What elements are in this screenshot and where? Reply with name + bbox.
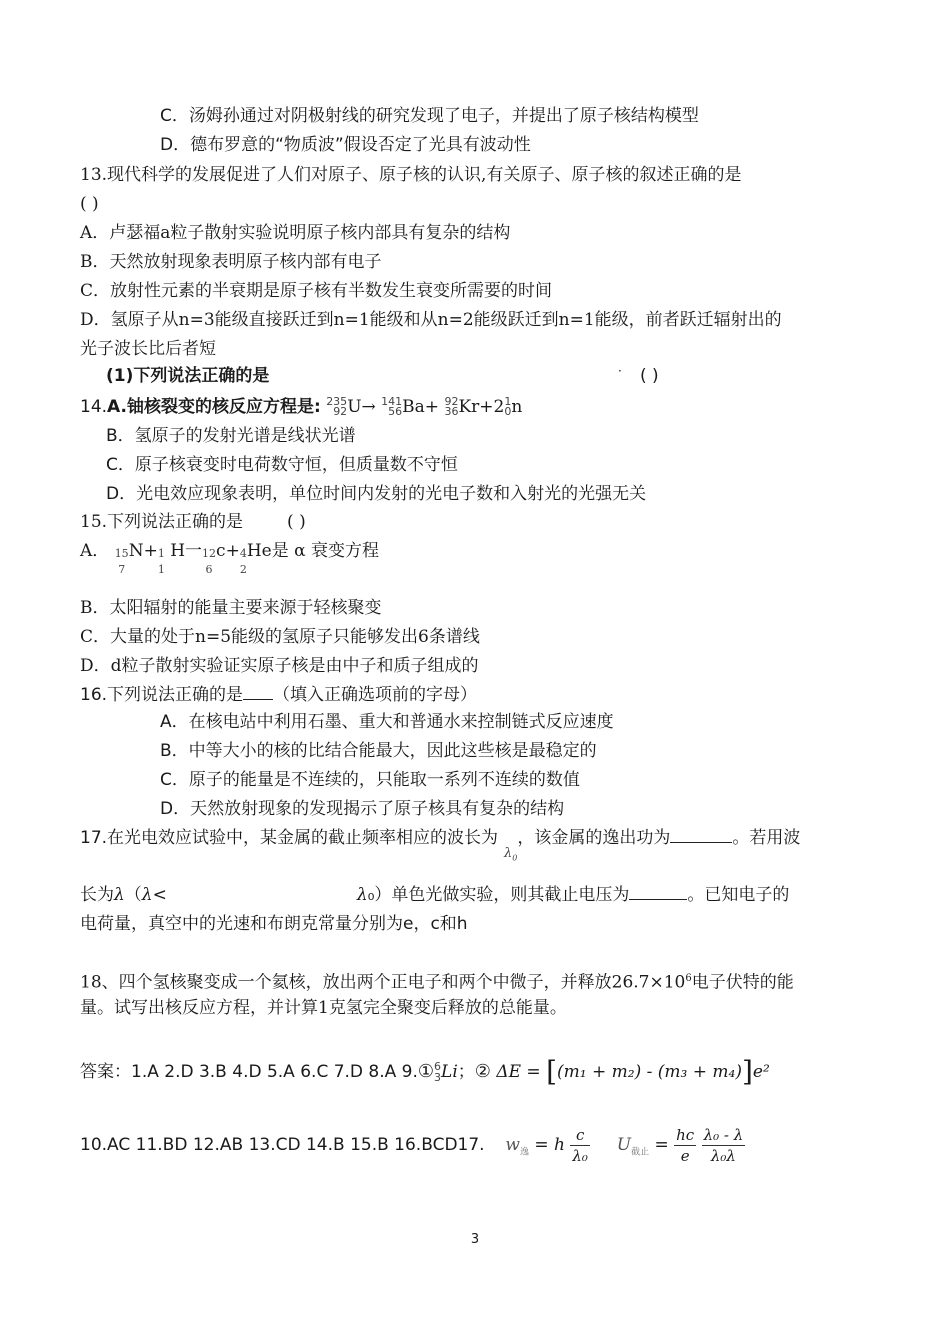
c-over-lambda0: $\frac{c}{\text{λ₀}}$ xyxy=(572,1125,588,1165)
answer-line-2: 10.AC 11.BD 12.AB 13.CD 14.B 15.B 16.BCD17. $w_逸 = h$ $\frac{c}{\text{λ₀}}$ $U_{截止}$ = $\frac{hc}{e}$ $\frac{\text{λ₀ - λ}}{\text{λ₀λ}}$ xyxy=(80,1125,744,1165)
page-number: 3 xyxy=(470,1232,480,1247)
lithium-symbol: Li xyxy=(441,1062,458,1082)
answer-sequence-2: 10.AC 11.BD 12.AB 13.CD 14.B 15.B 16.BCD17. xyxy=(80,1135,485,1155)
krypton-isotope-numbers: 92 36 xyxy=(444,395,459,418)
q16-option-c: C．原子的能量是不连续的，只能取一系列不连续的数值 xyxy=(160,770,580,790)
q14-option-b: B．氢原子的发射光谱是线状光谱 xyxy=(106,426,356,446)
q13-option-b: B．天然放射现象表明原子核内部有电子 xyxy=(80,252,382,272)
lambda-symbol: λ xyxy=(114,885,125,905)
q15-option-a: A． 15 7 N+ 1 1 H一 12 6 c+ 4 2 He是 α 衰变方程 xyxy=(80,541,379,576)
barium-isotope-numbers: 141 56 xyxy=(381,395,403,418)
prev-option-d: D．德布罗意的“物质波”假设否定了光具有波动性 xyxy=(160,135,531,155)
q13-option-d-line1: D．氢原子从n=3能级直接跃迁到n=1能级和从n=2能级跃迁到n=1能级，前者跃迁辐射出的 xyxy=(80,310,782,330)
circled-two: ② xyxy=(474,1061,491,1082)
q14-paren: ( ) xyxy=(640,366,659,386)
q14-a-label: A.铀核裂变的核反应方程是: xyxy=(107,397,321,417)
helium-numbers: 4 2 xyxy=(239,547,247,576)
work-function-blank[interactable] xyxy=(670,842,732,843)
hydrogen-numbers: 1 1 xyxy=(157,547,165,576)
q13-option-a: A．卢瑟福a粒子散射实验说明原子核内部具有复杂的结构 xyxy=(80,223,511,243)
e-squared: e² xyxy=(752,1062,770,1082)
q15-option-d: D．d粒子散射实验证实原子核是由中子和质子组成的 xyxy=(80,656,479,676)
q18-line1: 18、四个氢核聚变成一个氦核，放出两个正电子和两个中微子，并释放$26.7\times 10^6$电子伏特的能 xyxy=(80,972,794,993)
hydrogen-symbol: H一 xyxy=(164,541,203,561)
q14-option-c: C．原子核衰变时电荷数守恒，但质量数不守恒 xyxy=(106,455,458,475)
lambda-symbol-2: λ xyxy=(141,885,153,905)
q15-paren: ( ) xyxy=(287,512,306,532)
q13-option-d-line2: 光子波长比后者短 xyxy=(80,339,216,359)
uranium-isotope-numbers: 235 92 xyxy=(326,395,348,418)
q17-line2: 长为λ（λ< λ₀）单色光做实验，则其截止电压为 。已知电子的 xyxy=(80,885,790,905)
work-function-symbol: w xyxy=(505,1135,520,1155)
nitrogen-symbol: N+ xyxy=(128,541,158,561)
q16-answer-blank[interactable] xyxy=(243,699,273,700)
helium-symbol: He是 α 衰变方程 xyxy=(246,541,379,561)
lambda-zero-symbol: λ xyxy=(356,885,368,905)
mass-sum-3-4: (m₃ + m₄) xyxy=(657,1062,742,1082)
q16-option-d: D．天然放射现象的发现揭示了原子核具有复杂的结构 xyxy=(160,799,565,819)
q14-option-a xyxy=(80,396,522,418)
q15-option-b: B．太阳辐射的能量主要来源于轻核聚变 xyxy=(80,598,382,618)
q13-paren: ( ) xyxy=(80,194,99,214)
nitrogen-numbers: 15 7 xyxy=(114,547,129,576)
krypton-symbol: Kr+2 xyxy=(458,397,505,417)
uranium-symbol: U→ xyxy=(347,397,376,417)
circled-one: ① xyxy=(417,1061,435,1082)
q16-option-b: B．中等大小的核的比结合能最大，因此这些核是最稳定的 xyxy=(160,741,597,761)
q14-intro: (1)下列说法正确的是 xyxy=(106,366,270,386)
answer-line-1: 答案：1.A 2.D 3.B 4.D 5.A 6.C 7.D 8.A 9.① 6 3 Li；② ΔE = [(m₁ + m₂) - (m₃ + m₄)]e² xyxy=(80,1055,770,1088)
q18-line2: 量。试写出核反应方程，并计算1克氢完全聚变后释放的总能量。 xyxy=(80,998,567,1018)
q14-option-d: D．光电效应现象表明，单位时间内发射的光电子数和入射光的光强无关 xyxy=(106,484,647,504)
q17-line1: 17.在光电效应试验中，某金属的截止频率相应的波长为$_{\lambda_0}$，该金属的逸出功为 。若用波 xyxy=(80,828,801,863)
hc-over-e: $\frac{hc}{e}$ xyxy=(676,1125,695,1165)
neutron-numbers: 1 0 xyxy=(504,395,512,418)
q13-option-c: C．放射性元素的半衰期是原子核有半数发生衰变所需要的时间 xyxy=(80,281,553,301)
carbon-symbol: c+ xyxy=(216,541,240,561)
lambda-ratio: $\frac{\text{λ₀ - λ}}{\text{λ₀λ}}$ xyxy=(703,1125,744,1165)
q16-stem: 16.下列说法正确的是 （填入正确选项前的字母） xyxy=(80,685,478,705)
q15-option-c: C．大量的处于n=5能级的氢原子只能够发出6条谱线 xyxy=(80,627,480,647)
neutron-symbol: n xyxy=(511,397,523,417)
answer-label: 答案： xyxy=(80,1062,131,1082)
q15-stem: 15.下列说法正确的是 ( ) xyxy=(80,512,306,532)
q14-number: 14. xyxy=(80,397,108,417)
q14-dot: · xyxy=(618,364,622,378)
carbon-numbers: 12 6 xyxy=(202,547,217,576)
mass-sum-1-2: (m₁ + m₂) xyxy=(557,1062,642,1082)
q13-stem: 13.现代科学的发展促进了人们对原子、原子核的认识,有关原子、原子核的叙述正确的是 xyxy=(80,165,742,185)
q17-line3: 电荷量，真空中的光速和布朗克常量分别为e，c和h xyxy=(80,914,468,934)
lambda0-symbol: λ0 xyxy=(504,846,518,863)
q16-option-a: A．在核电站中利用石墨、重大和普通水来控制链式反应速度 xyxy=(160,712,614,732)
barium-symbol: Ba+ xyxy=(402,397,440,417)
lithium-numbers: 6 3 xyxy=(434,1060,442,1084)
less-than-sign: < xyxy=(152,885,167,905)
answer-sequence-1: 1.A 2.D 3.B 4.D 5.A 6.C 7.D 8.A 9. xyxy=(131,1062,418,1082)
cutoff-voltage-blank[interactable] xyxy=(629,899,687,900)
prev-option-c: C．汤姆孙通过对阴极射线的研究发现了电子，并提出了原子核结构模型 xyxy=(160,106,699,126)
delta-e: ΔE xyxy=(496,1062,522,1082)
cutoff-voltage-symbol: U xyxy=(616,1135,632,1155)
